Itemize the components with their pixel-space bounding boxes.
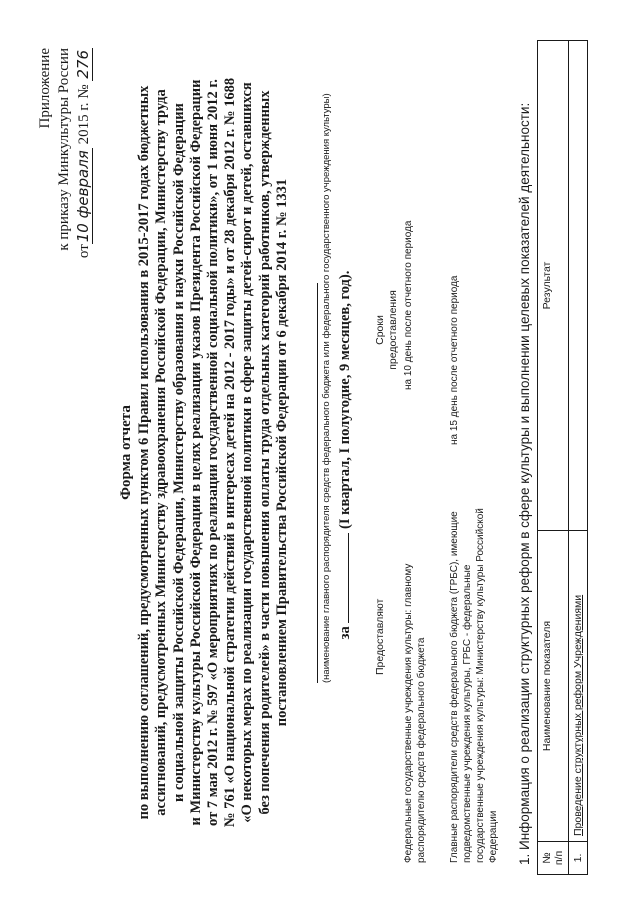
title-line: ассигнований, предусмотренных Министерству здравоохранения Российской Федерации, Министерству труда xyxy=(153,89,170,816)
deadline-row-1: на 10 день после отчетного периода xyxy=(403,220,414,390)
appendix-order-line: к приказу Минкультуры России xyxy=(56,48,72,251)
period-prefix: за xyxy=(337,626,353,640)
period-text: (I квартал, I полугодие, 9 месяцев, год). xyxy=(337,270,353,529)
title-line: «О некоторых мерах по реализации государственной политики в сфере защиты детей-сирот и детей, оставшихся xyxy=(239,82,256,823)
row-result xyxy=(569,41,588,531)
header-result: Результат xyxy=(538,41,569,531)
report-title-block xyxy=(118,40,291,865)
period-blank xyxy=(348,533,349,623)
deadline-row-2: на 15 день после отчетного периода xyxy=(449,275,460,445)
title-line: № 761 «О национальной стратегии действий в интересах детей на 2012 - 2017 годы» и от 28 декабря 2012 г. № 1688 xyxy=(222,77,239,828)
provider-row-1: Федеральные государственные учреждения культуры: главному распорядителю средств федерального бюджета xyxy=(403,563,427,863)
form-title: Форма отчета xyxy=(118,405,134,500)
title-line: и Министерству культуры Российской Федерации в целях реализации указов Президента Российской Федерации xyxy=(187,79,204,826)
section-1-heading: 1. Информация о реализации структурных реформ в сфере культуры и выполнении целевых показателей деятельности: xyxy=(517,102,532,865)
header-number: № п/п xyxy=(538,842,569,875)
handwritten-date: 10 февраля xyxy=(74,150,92,243)
header-indicator-name: Наименование показателя xyxy=(538,531,569,842)
appendix-title: Приложение xyxy=(37,48,53,129)
handwritten-order-number: 276 xyxy=(74,50,92,79)
title-line: постановлением Правительства Российской Федерации от 6 декабря 2014 г. № 1331 xyxy=(273,178,290,727)
title-line: по выполнению соглашений, предусмотренных пунктом 6 Правил использования в 2015-2017 годах бюджетных xyxy=(136,85,153,820)
appendix-date-prefix: от xyxy=(76,244,92,259)
title-line: без попечения родителей» в части повышения оплаты труда отдельных категорий работников, утвержденных xyxy=(256,90,273,815)
table-row xyxy=(569,41,588,875)
reporting-period xyxy=(337,245,354,665)
indicators-table xyxy=(537,40,588,875)
table-header-row xyxy=(538,41,569,875)
provides-header: Предоставляют xyxy=(374,598,386,675)
title-line: и социальной защиты Российской Федерации, Министерству образования и науки Российской Федерации xyxy=(170,103,187,802)
row-indicator-name: Проведение структурных реформ Учреждениями xyxy=(569,531,588,842)
appendix-block xyxy=(36,48,94,258)
row-number: 1. xyxy=(569,842,588,875)
provider-row-2: Главные распорядители средств федерального бюджета (ГРБС), имеющие подведомственные учреждения культуры, ГРБС - федеральные государственные учреждения культуры: Министерству культуры Российской Федерации xyxy=(449,508,499,863)
deadlines-header: Сроки предоставления xyxy=(374,290,399,370)
title-line: от 7 мая 2012 г. № 597 «О мероприятиях по реализации государственной социальной политики», от 1 июня 2012 г. xyxy=(205,79,222,826)
organization-blank-caption: (наименование главного распорядителя средств федерального бюджета или федерального государственного учреждения культуры) xyxy=(321,93,332,683)
appendix-date-mid: 2015 г. № xyxy=(76,84,92,145)
appendix-date-line xyxy=(74,48,94,258)
organization-blank-line xyxy=(317,283,318,683)
